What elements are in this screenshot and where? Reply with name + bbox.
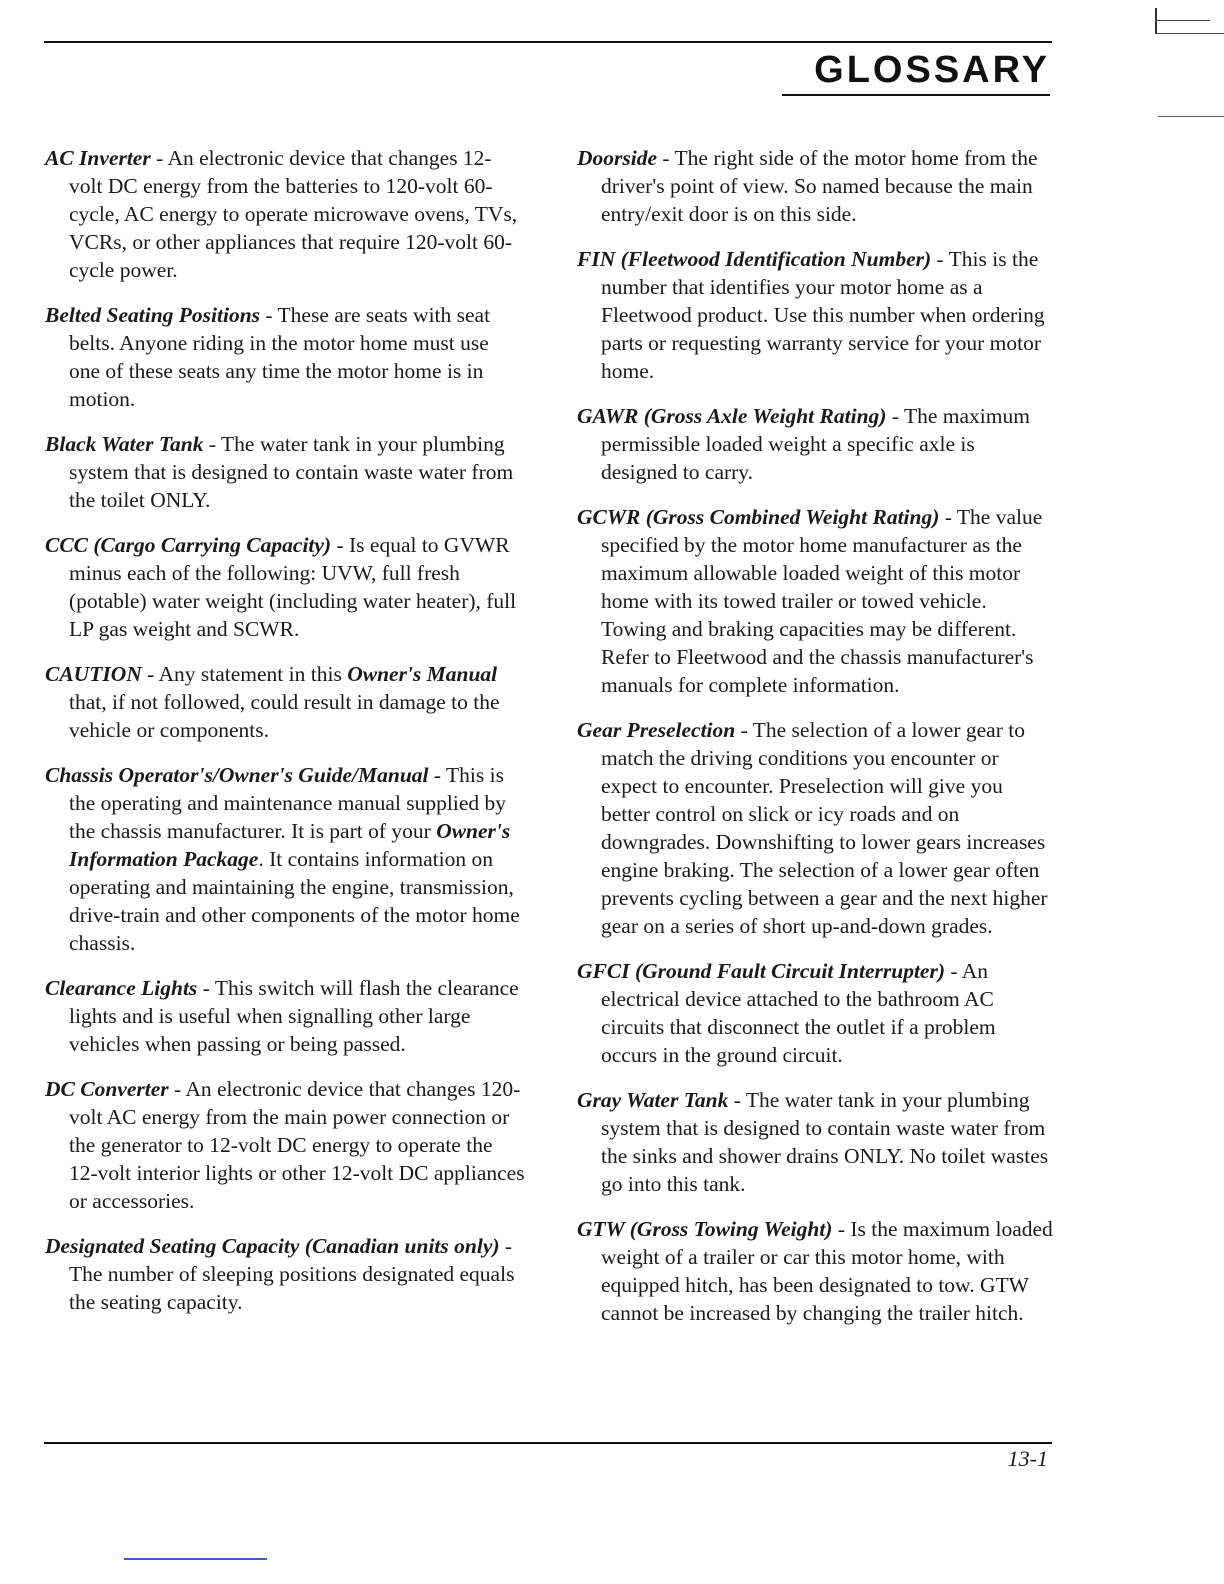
- scan-mark: [124, 1558, 267, 1560]
- glossary-definition: - The maximum permissible loaded weight a specific axle is designed to carry.: [601, 404, 1030, 484]
- glossary-entry: [45, 1232, 525, 1316]
- glossary-definition: - Any statement in this: [141, 662, 348, 686]
- glossary-term: Gear Preselection: [577, 718, 736, 742]
- glossary-term: GFCI (Ground Fault Circuit Interrupter): [577, 959, 945, 983]
- scan-mark: [1158, 116, 1224, 117]
- glossary-entry: [45, 531, 525, 643]
- glossary-term: Belted Seating Positions: [45, 303, 261, 327]
- glossary-entry: [45, 660, 525, 744]
- glossary-entry: [577, 957, 1055, 1069]
- glossary-term: GTW (Gross Towing Weight): [577, 1217, 833, 1241]
- right-column: [577, 144, 1055, 1344]
- footer-rule: [44, 1442, 1052, 1444]
- glossary-term: CCC (Cargo Carrying Capacity): [45, 533, 332, 557]
- glossary-definition: that, if not followed, could result in damage to the vehicle or components.: [69, 690, 500, 742]
- glossary-definition: - An electronic device that changes 120-volt AC energy from the main power connection or the generator to 12-volt DC energy to operate the 12-volt interior lights or other 12-volt DC appliances or accessories.: [69, 1077, 525, 1213]
- glossary-term: GCWR (Gross Combined Weight Rating): [577, 505, 940, 529]
- scan-mark: [1155, 20, 1210, 21]
- page-number: 13-1: [1007, 1446, 1048, 1471]
- glossary-term: Designated Seating Capacity (Canadian units only): [45, 1234, 500, 1258]
- glossary-entry: [577, 716, 1055, 940]
- glossary-term: Clearance Lights: [45, 976, 198, 1000]
- glossary-term: Doorside: [577, 146, 658, 170]
- glossary-entry: [577, 1215, 1055, 1327]
- glossary-definition: - The water tank in your plumbing system that is designed to contain waste water from the sinks and shower drains ONLY. No toilet wastes go into this tank.: [601, 1088, 1049, 1196]
- glossary-term: Black Water Tank: [45, 432, 204, 456]
- glossary-entry: [45, 144, 525, 284]
- glossary-definition: - The right side of the motor home from the driver's point of view. So named because the main entry/exit door is on this side.: [601, 146, 1038, 226]
- page-title: GLOSSARY: [782, 50, 1050, 96]
- glossary-entry: [45, 974, 525, 1058]
- glossary-definition: . It contains information on operating and maintaining the engine, transmission, drive-train and other components of the motor home chassis.: [69, 847, 520, 955]
- glossary-definition: - The water tank in your plumbing system that is designed to contain waste water from the toilet ONLY.: [69, 432, 514, 512]
- glossary-entry: [577, 1086, 1055, 1198]
- glossary-definition: - An electrical device attached to the bathroom AC circuits that disconnect the outlet if a problem occurs in the ground circuit.: [601, 959, 996, 1067]
- glossary-definition: - These are seats with seat belts. Anyone riding in the motor home must use one of these seats any time the motor home is in motion.: [69, 303, 491, 411]
- glossary-entry: [45, 761, 525, 957]
- manual-reference: Owner's Manual: [347, 662, 498, 686]
- glossary-definition: - The selection of a lower gear to match the driving conditions you encounter or expect to encounter. Preselection will give you better control on slick or icy roads and on downgrades. Downshifting to lower gears increases engine braking. The selection of a lower gear often prevents cycling between a gear and the next higher gear on a series of short up-and-down grades.: [601, 718, 1048, 938]
- scan-mark: [1155, 8, 1157, 34]
- glossary-entry: [577, 503, 1055, 699]
- glossary-definition: - The number of sleeping positions designated equals the seating capacity.: [69, 1234, 515, 1314]
- glossary-entry: [45, 301, 525, 413]
- glossary-entry: [577, 245, 1055, 385]
- glossary-term: GAWR (Gross Axle Weight Rating): [577, 404, 887, 428]
- glossary-term: FIN (Fleetwood Identification Number): [577, 247, 932, 271]
- glossary-term: AC Inverter: [45, 146, 151, 170]
- scan-mark: [1155, 33, 1224, 34]
- glossary-entry: [577, 402, 1055, 486]
- glossary-definition: - Is the maximum loaded weight of a trailer or car this motor home, with equipped hitch, has been designated to tow. GTW cannot be increased by changing the trailer hitch.: [601, 1217, 1053, 1325]
- glossary-definition: - This is the operating and maintenance manual supplied by the chassis manufacturer. It is part of your: [69, 763, 507, 843]
- glossary-entry: [45, 1075, 525, 1215]
- glossary-term: DC Converter: [45, 1077, 169, 1101]
- header-rule: [44, 41, 1052, 43]
- glossary-definition: - An electronic device that changes 12-volt DC energy from the batteries to 120-volt 60-cycle, AC energy to operate microwave ovens, TVs, VCRs, or other appliances that require 120-volt 60-cycle power.: [69, 146, 518, 282]
- manual-reference: Owner's Information Package: [69, 819, 511, 871]
- glossary-entry: [45, 430, 525, 514]
- left-column: [45, 144, 525, 1333]
- glossary-term: Gray Water Tank: [577, 1088, 729, 1112]
- glossary-term: Chassis Operator's/Owner's Guide/Manual: [45, 763, 429, 787]
- glossary-definition: - Is equal to GVWR minus each of the following: UVW, full fresh (potable) water weight (including water heater), full LP gas weight and SCWR.: [69, 533, 517, 641]
- glossary-term: CAUTION: [45, 662, 142, 686]
- glossary-entry: [577, 144, 1055, 228]
- glossary-definition: - The value specified by the motor home manufacturer as the maximum allowable loaded weight of this motor home with its towed trailer or towed vehicle. Towing and braking capacities may be different. Refer to Fleetwood and the chassis manufacturer's manuals for complete information.: [601, 505, 1043, 697]
- glossary-definition: - This switch will flash the clearance lights and is useful when signalling other large vehicles when passing or being passed.: [69, 976, 519, 1056]
- glossary-definition: - This is the number that identifies your motor home as a Fleetwood product. Use this number when ordering parts or requesting warranty service for your motor home.: [601, 247, 1045, 383]
